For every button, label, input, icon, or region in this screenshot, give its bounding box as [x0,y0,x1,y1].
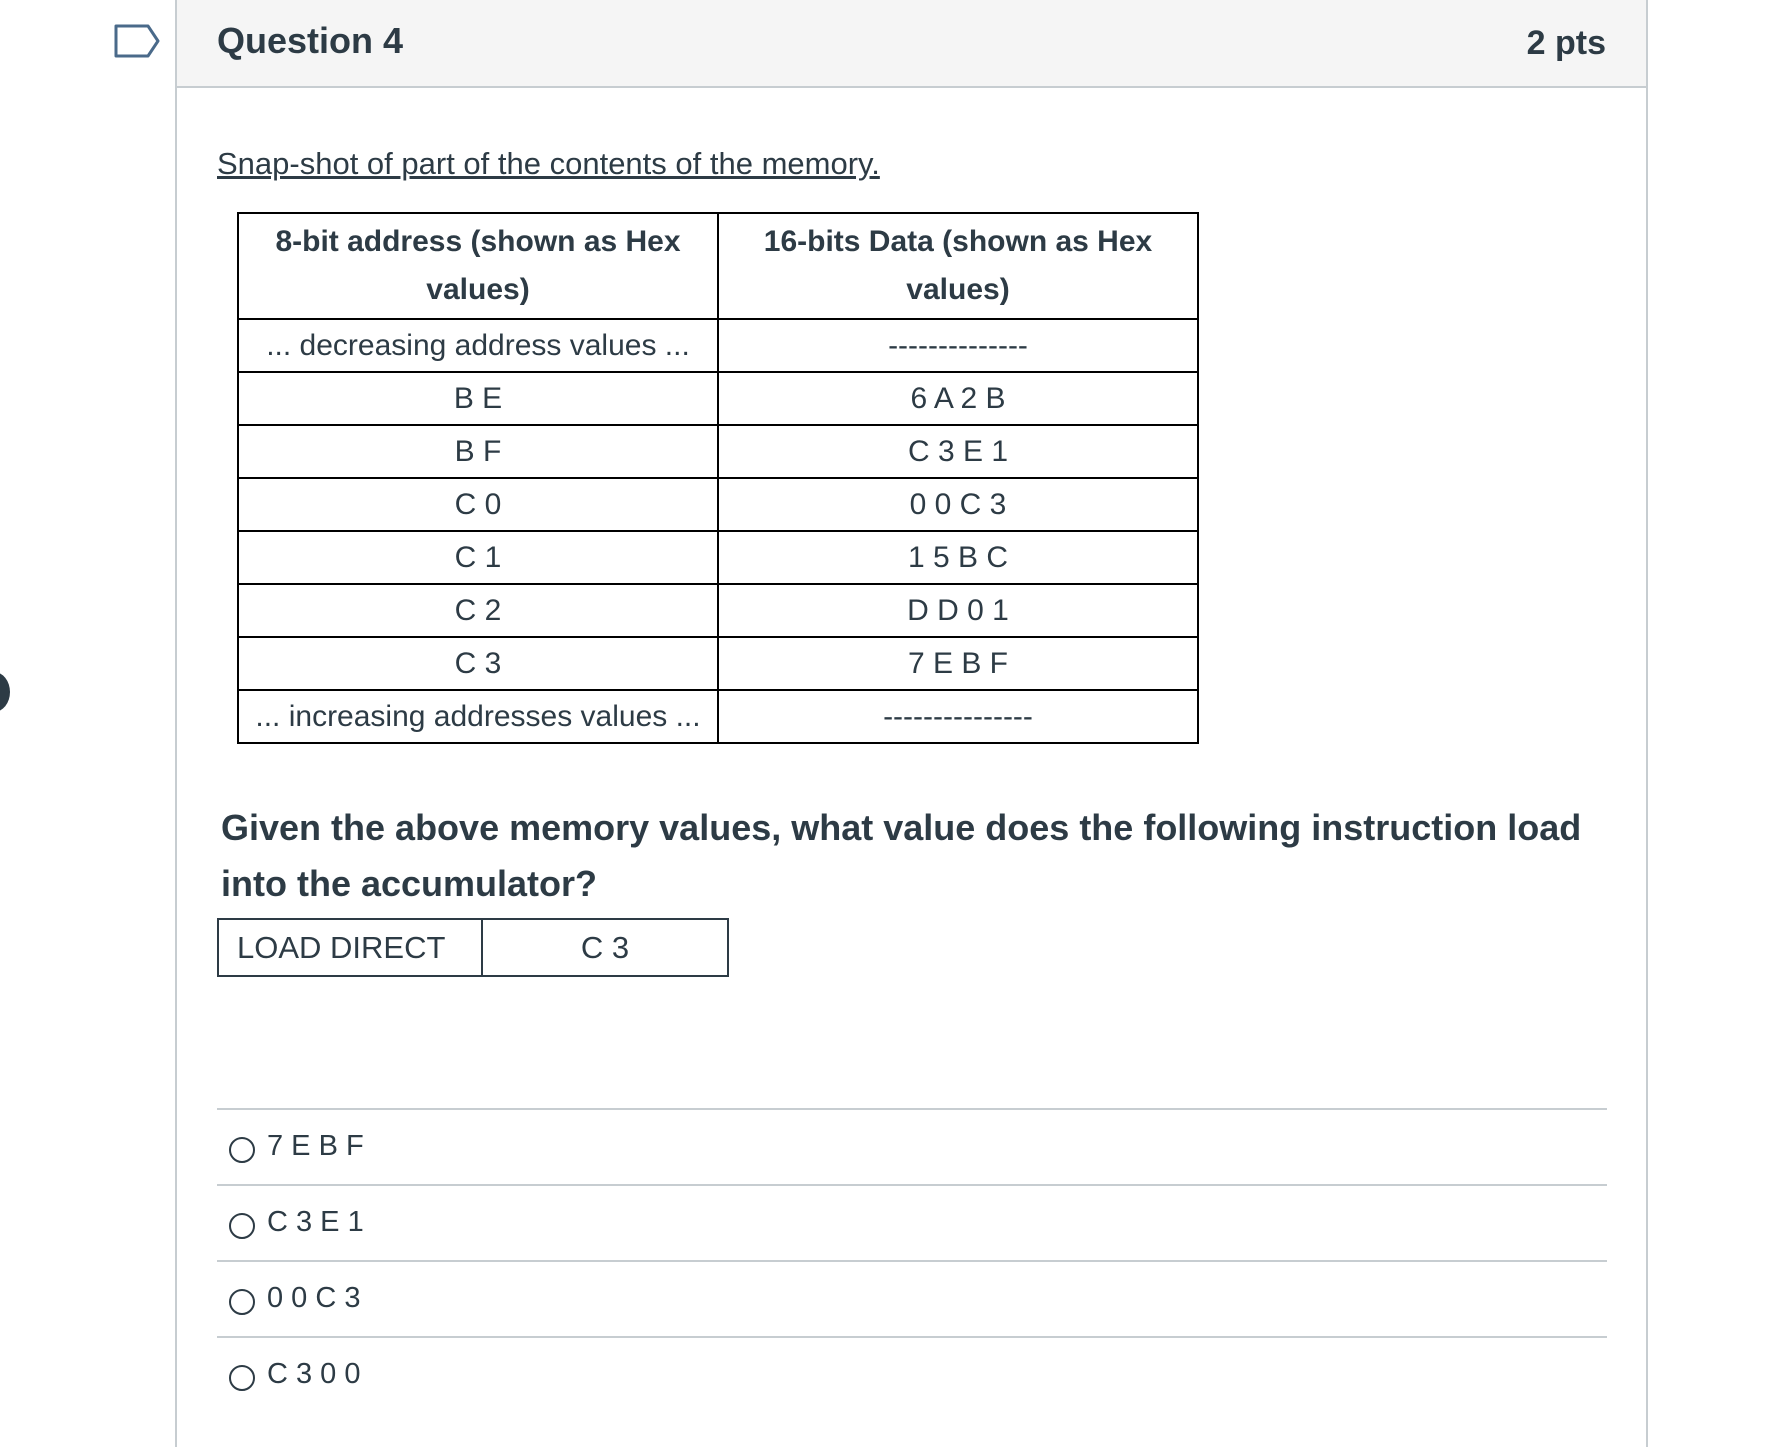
data-cell: --------------- [718,690,1198,743]
answer-option-3[interactable] [217,1260,1607,1336]
table-row [238,637,1198,690]
address-cell: B F [238,425,718,478]
intro-text: Snap-shot of part of the contents of the memory. [217,146,880,181]
data-cell: 0 0 C 3 [718,478,1198,531]
question-points: 2 pts [1526,24,1606,62]
flag-question-icon[interactable] [114,24,160,58]
table-row [238,372,1198,425]
radio-button-icon[interactable] [229,1137,255,1163]
answer-list [217,1108,1607,1412]
question-prompt: Given the above memory values, what value does the following instruction load into the accumulator? [221,807,1582,904]
data-cell: D D 0 1 [718,584,1198,637]
radio-button-icon[interactable] [229,1213,255,1239]
answer-option-2[interactable] [217,1184,1607,1260]
radio-button-icon[interactable] [229,1365,255,1391]
address-cell: ... decreasing address values ... [238,319,718,372]
answer-option-1[interactable] [217,1108,1607,1184]
data-cell: C 3 E 1 [718,425,1198,478]
table-row [238,531,1198,584]
address-cell: C 2 [238,584,718,637]
instruction-row [218,919,728,976]
address-column-header: 8-bit address (shown as Hex values) [238,213,718,319]
answer-label[interactable]: 7 E B F [267,1130,364,1162]
data-cell: -------------- [718,319,1198,372]
side-handle-icon[interactable] [0,672,10,712]
answer-label[interactable]: 0 0 C 3 [267,1282,361,1314]
instruction-operand: C 3 [482,919,728,976]
data-cell: 1 5 B C [718,531,1198,584]
data-cell: 7 E B F [718,637,1198,690]
address-cell: B E [238,372,718,425]
answer-label[interactable]: C 3 0 0 [267,1358,361,1390]
question-header [177,0,1646,88]
address-cell: C 3 [238,637,718,690]
question-title: Question 4 [217,20,404,61]
table-row [238,425,1198,478]
question-card [175,0,1648,1447]
memory-table [237,212,1199,744]
answer-label[interactable]: C 3 E 1 [267,1206,364,1238]
address-cell: C 1 [238,531,718,584]
answer-option-4[interactable] [217,1336,1607,1412]
table-row [238,319,1198,372]
instruction-table [217,918,729,977]
table-row [238,584,1198,637]
data-column-header: 16-bits Data (shown as Hex values) [718,213,1198,319]
data-cell: 6 A 2 B [718,372,1198,425]
address-cell: C 0 [238,478,718,531]
table-row [238,690,1198,743]
address-cell: ... increasing addresses values ... [238,690,718,743]
radio-button-icon[interactable] [229,1289,255,1315]
table-row [238,478,1198,531]
memory-table-header-row [238,213,1198,319]
instruction-opcode: LOAD DIRECT [218,919,482,976]
